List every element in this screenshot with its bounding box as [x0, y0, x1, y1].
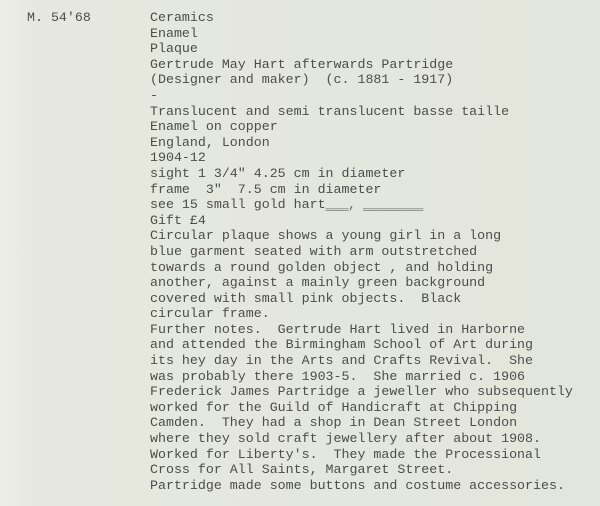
text-line-content: Partridge made some buttons and costume accessories. — [150, 477, 565, 493]
text-line-content: Gift £4 — [150, 212, 206, 228]
text-line — [150, 447, 573, 463]
text-line-content: Translucent and semi translucent basse taille — [150, 103, 510, 119]
text-line — [150, 150, 573, 166]
text-line — [150, 384, 573, 400]
text-line — [150, 353, 573, 369]
text-line-content: - — [150, 87, 158, 103]
accession-number: M. 54'68 — [27, 10, 91, 25]
catalogue-entry-text — [150, 10, 573, 493]
text-line — [150, 104, 573, 120]
text-line — [150, 197, 573, 213]
text-line-content: and attended the Birmingham School of Art during — [150, 337, 534, 353]
text-line-content: (Designer and maker) (c. 1881 - 1917) — [150, 72, 454, 88]
text-line — [150, 26, 573, 42]
text-line-content: Enamel — [150, 25, 198, 41]
text-line — [150, 88, 573, 104]
text-line-content: Camden. They had a shop in Dean Street London — [150, 415, 518, 431]
struck-out-text: ‗‗‗, ‗‗‗‗‗‗‗‗ — [325, 197, 423, 213]
text-line — [150, 135, 573, 151]
text-line-content: towards a round golden object , and holding — [150, 259, 494, 275]
text-line-content: another, against a mainly green background — [150, 275, 486, 291]
text-line — [150, 369, 573, 385]
text-line-content: frame 3" 7.5 cm in diameter — [150, 181, 382, 197]
text-line — [150, 260, 573, 276]
text-line — [150, 275, 573, 291]
text-line-content: where they sold craft jewellery after about 1908. — [150, 431, 541, 447]
text-line — [150, 213, 573, 229]
text-line — [150, 41, 573, 57]
text-line — [150, 72, 573, 88]
text-line-content: 1904-12 — [150, 150, 206, 166]
text-line — [150, 244, 573, 260]
text-line — [150, 57, 573, 73]
text-line-content: Gertrude May Hart afterwards Partridge — [150, 56, 454, 72]
text-line-content: England, London — [150, 134, 270, 150]
text-line-content: its hey day in the Arts and Crafts Revival. She — [150, 353, 534, 369]
text-line-content: circular frame. — [150, 306, 270, 322]
text-line — [150, 431, 573, 447]
text-line — [150, 119, 573, 135]
text-line — [150, 337, 573, 353]
text-line-content: was probably there 1903-5. She married c. 1906 — [150, 368, 526, 384]
text-line — [150, 478, 573, 494]
text-line — [150, 400, 573, 416]
text-line-content: Enamel on copper — [150, 119, 278, 135]
text-line-content: Ceramics — [150, 10, 214, 25]
text-line — [150, 462, 573, 478]
text-line — [150, 291, 573, 307]
text-line-content: worked for the Guild of Handicraft at Chipping — [150, 399, 518, 415]
text-line — [150, 306, 573, 322]
text-line — [150, 166, 573, 182]
text-line — [150, 322, 573, 338]
text-line — [150, 415, 573, 431]
text-line-content: sight 1 3/4" 4.25 cm in diameter — [150, 165, 406, 181]
text-line-content: blue garment seated with arm outstretched — [150, 243, 478, 259]
text-line-content: Worked for Liberty's. They made the Processional — [150, 446, 541, 462]
text-line — [150, 228, 573, 244]
text-line-content: covered with small pink objects. Black — [150, 290, 462, 306]
text-line — [150, 182, 573, 198]
text-line — [150, 10, 573, 26]
text-line-content: Circular plaque shows a young girl in a long — [150, 228, 502, 244]
text-line-content: Cross for All Saints, Margaret Street. — [150, 462, 454, 478]
text-line-content: Plaque — [150, 41, 198, 57]
text-line-content: Further notes. Gertrude Hart lived in Harborne — [150, 321, 526, 337]
text-line-content: see 15 small gold hart — [150, 197, 326, 213]
text-line-content: Frederick James Partridge a jeweller who subsequently — [150, 384, 573, 400]
